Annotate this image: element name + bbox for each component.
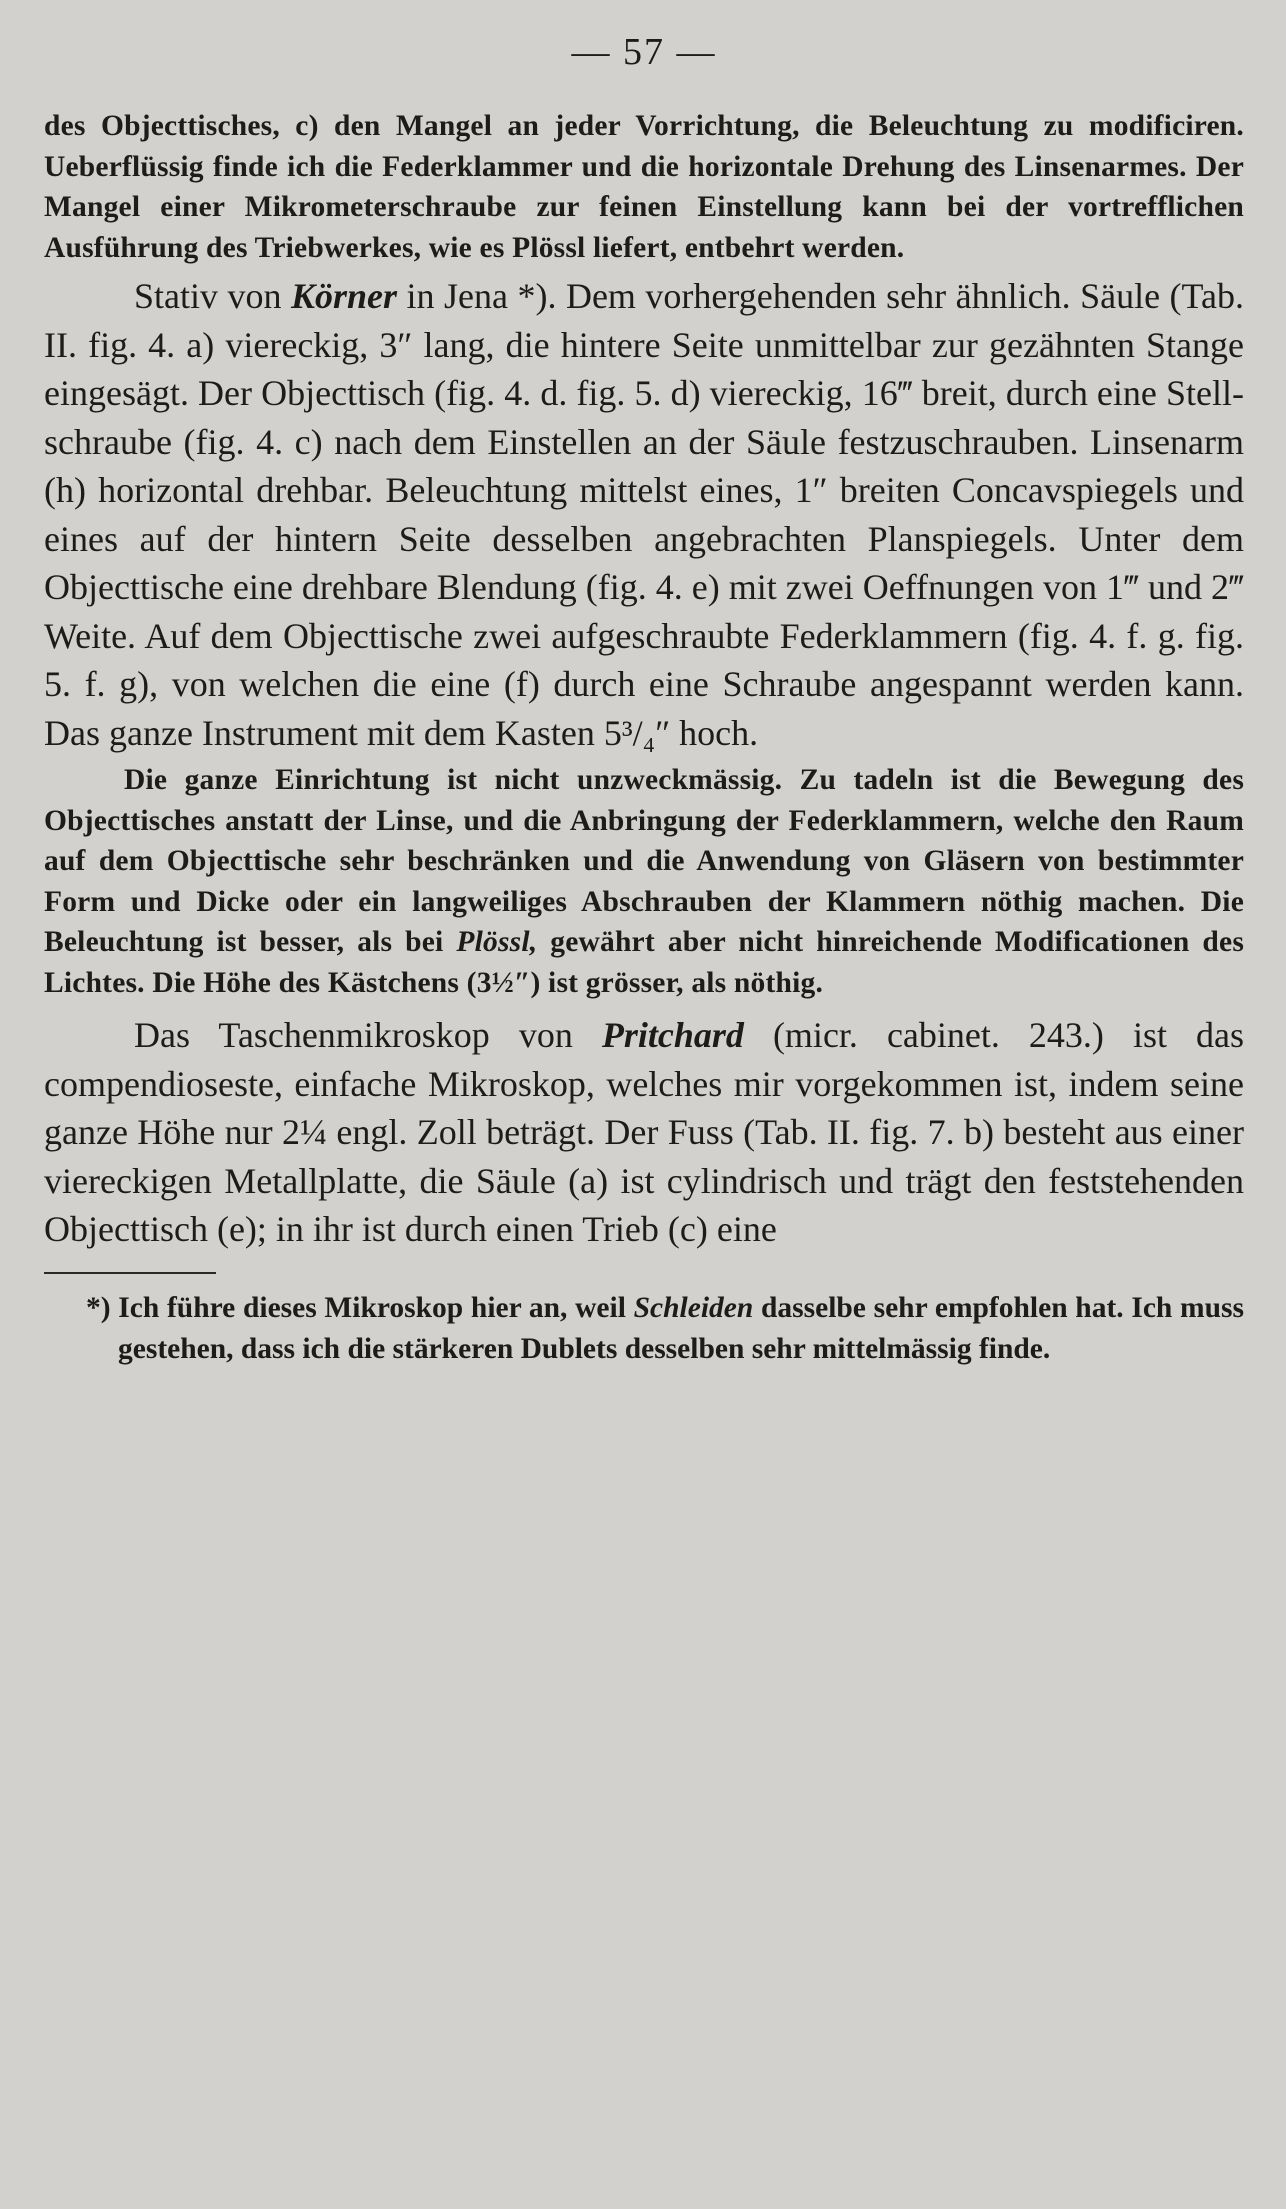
pritchard-paragraph	[44, 1011, 1244, 1254]
critique-name: Plössl,	[456, 926, 538, 958]
koerner-paragraph	[44, 272, 1244, 757]
footnote-divider	[44, 1272, 216, 1274]
pritchard-text: (micr. cabinet. 243.) ist das compendioseste, einfache Mikroskop, welches mir vorgekommen ist, indem seine ganze Höhe nur 2¼ engl. Zoll beträgt. Der Fuss (Tab. II. fig. 7. b) besteht aus einer viereckigen Metallplatte, die Säule (a) ist cylindrisch und trägt den feststehenden Objecttisch (e); in ihr ist durch einen Trieb (c) eine	[44, 1015, 1245, 1249]
footnote-marker: *)	[86, 1291, 119, 1324]
koerner-lead: Stativ von	[134, 276, 291, 316]
footnote-after: dasselbe sehr empfohlen hat. Ich muss gestehen, dass ich die stärkeren Dublets desselben sehr mittelmässig finde.	[118, 1291, 1244, 1365]
intro-paragraph: des Objecttisches, c) den Mangel an jeder Vorrichtung, die Beleuchtung zu modificiren. Ueberflüssig finde ich die Federklammer und die horizontale Drehung des Linsenarmes. Der Mangel einer Mikrometerschraube zur feinen Einstellung kann bei der vortrefflichen Ausführung des Triebwerkes, wie es Plössl liefert, entbehrt werden.	[44, 110, 1244, 264]
koerner-text: in Jena *). Dem vorhergehenden sehr ähnlich. Säule (Tab. II. fig. 4. a) viereckig, 3″ lang, die hintere Seite unmittelbar zur gezähnten Stange eingesägt. Der Objecttisch (fig. 4. d. fig. 5. d) viereckig, 16‴ breit, durch eine Stellschraube (fig. 4. c) nach dem Einstellen an der Säule festzuschrauben. Linsenarm (h) horizontal drehbar. Beleuchtung mittelst eines, 1″ breiten Concavspiegels und eines auf der hintern Seite desselben angebrachten Planspiegels. Unter dem Objecttische eine drehbare Blendung (fig. 4. e) mit zwei Oeffnungen von 1‴ und 2‴ Weite. Auf dem Objecttische zwei aufgeschraubte Federklammern (fig. 4. f. g. fig. 5. f. g), von welchen die eine (f) durch eine Schraube angespannt werden kann. Das ganze Instrument mit dem Kasten 5³/₄″ hoch.	[44, 276, 1244, 753]
footnote-name: Schleiden	[633, 1291, 754, 1324]
koerner-name: Körner	[291, 276, 398, 316]
critique-after: gewährt aber nicht hinreichende Modificationen des Lichtes. Die Höhe des Kästchens (3½″) ist grösser, als nöthig.	[44, 926, 1244, 999]
pritchard-name: Pritchard	[601, 1015, 744, 1055]
footnote	[44, 1288, 1244, 1370]
footnote-before: Ich führe dieses Mikroskop hier an, weil	[118, 1291, 634, 1324]
book-page	[44, 28, 1244, 1370]
critique-paragraph	[44, 760, 1244, 1003]
page-number: — 57 —	[571, 31, 717, 73]
critique-before: Die ganze Einrichtung ist nicht unzweckmässig. Zu tadeln ist die Bewegung des Objecttisches anstatt der Linse, und die Anbringung der Federklammern, welche den Raum auf dem Objecttische sehr beschränken und die Anwendung von Gläsern von bestimmter Form und Dicke oder ein langweiliges Abschrauben der Klammern nöthig machen. Die Beleuchtung ist besser, als bei	[44, 764, 1244, 958]
pritchard-lead: Das Taschenmikroskop von	[134, 1015, 602, 1055]
